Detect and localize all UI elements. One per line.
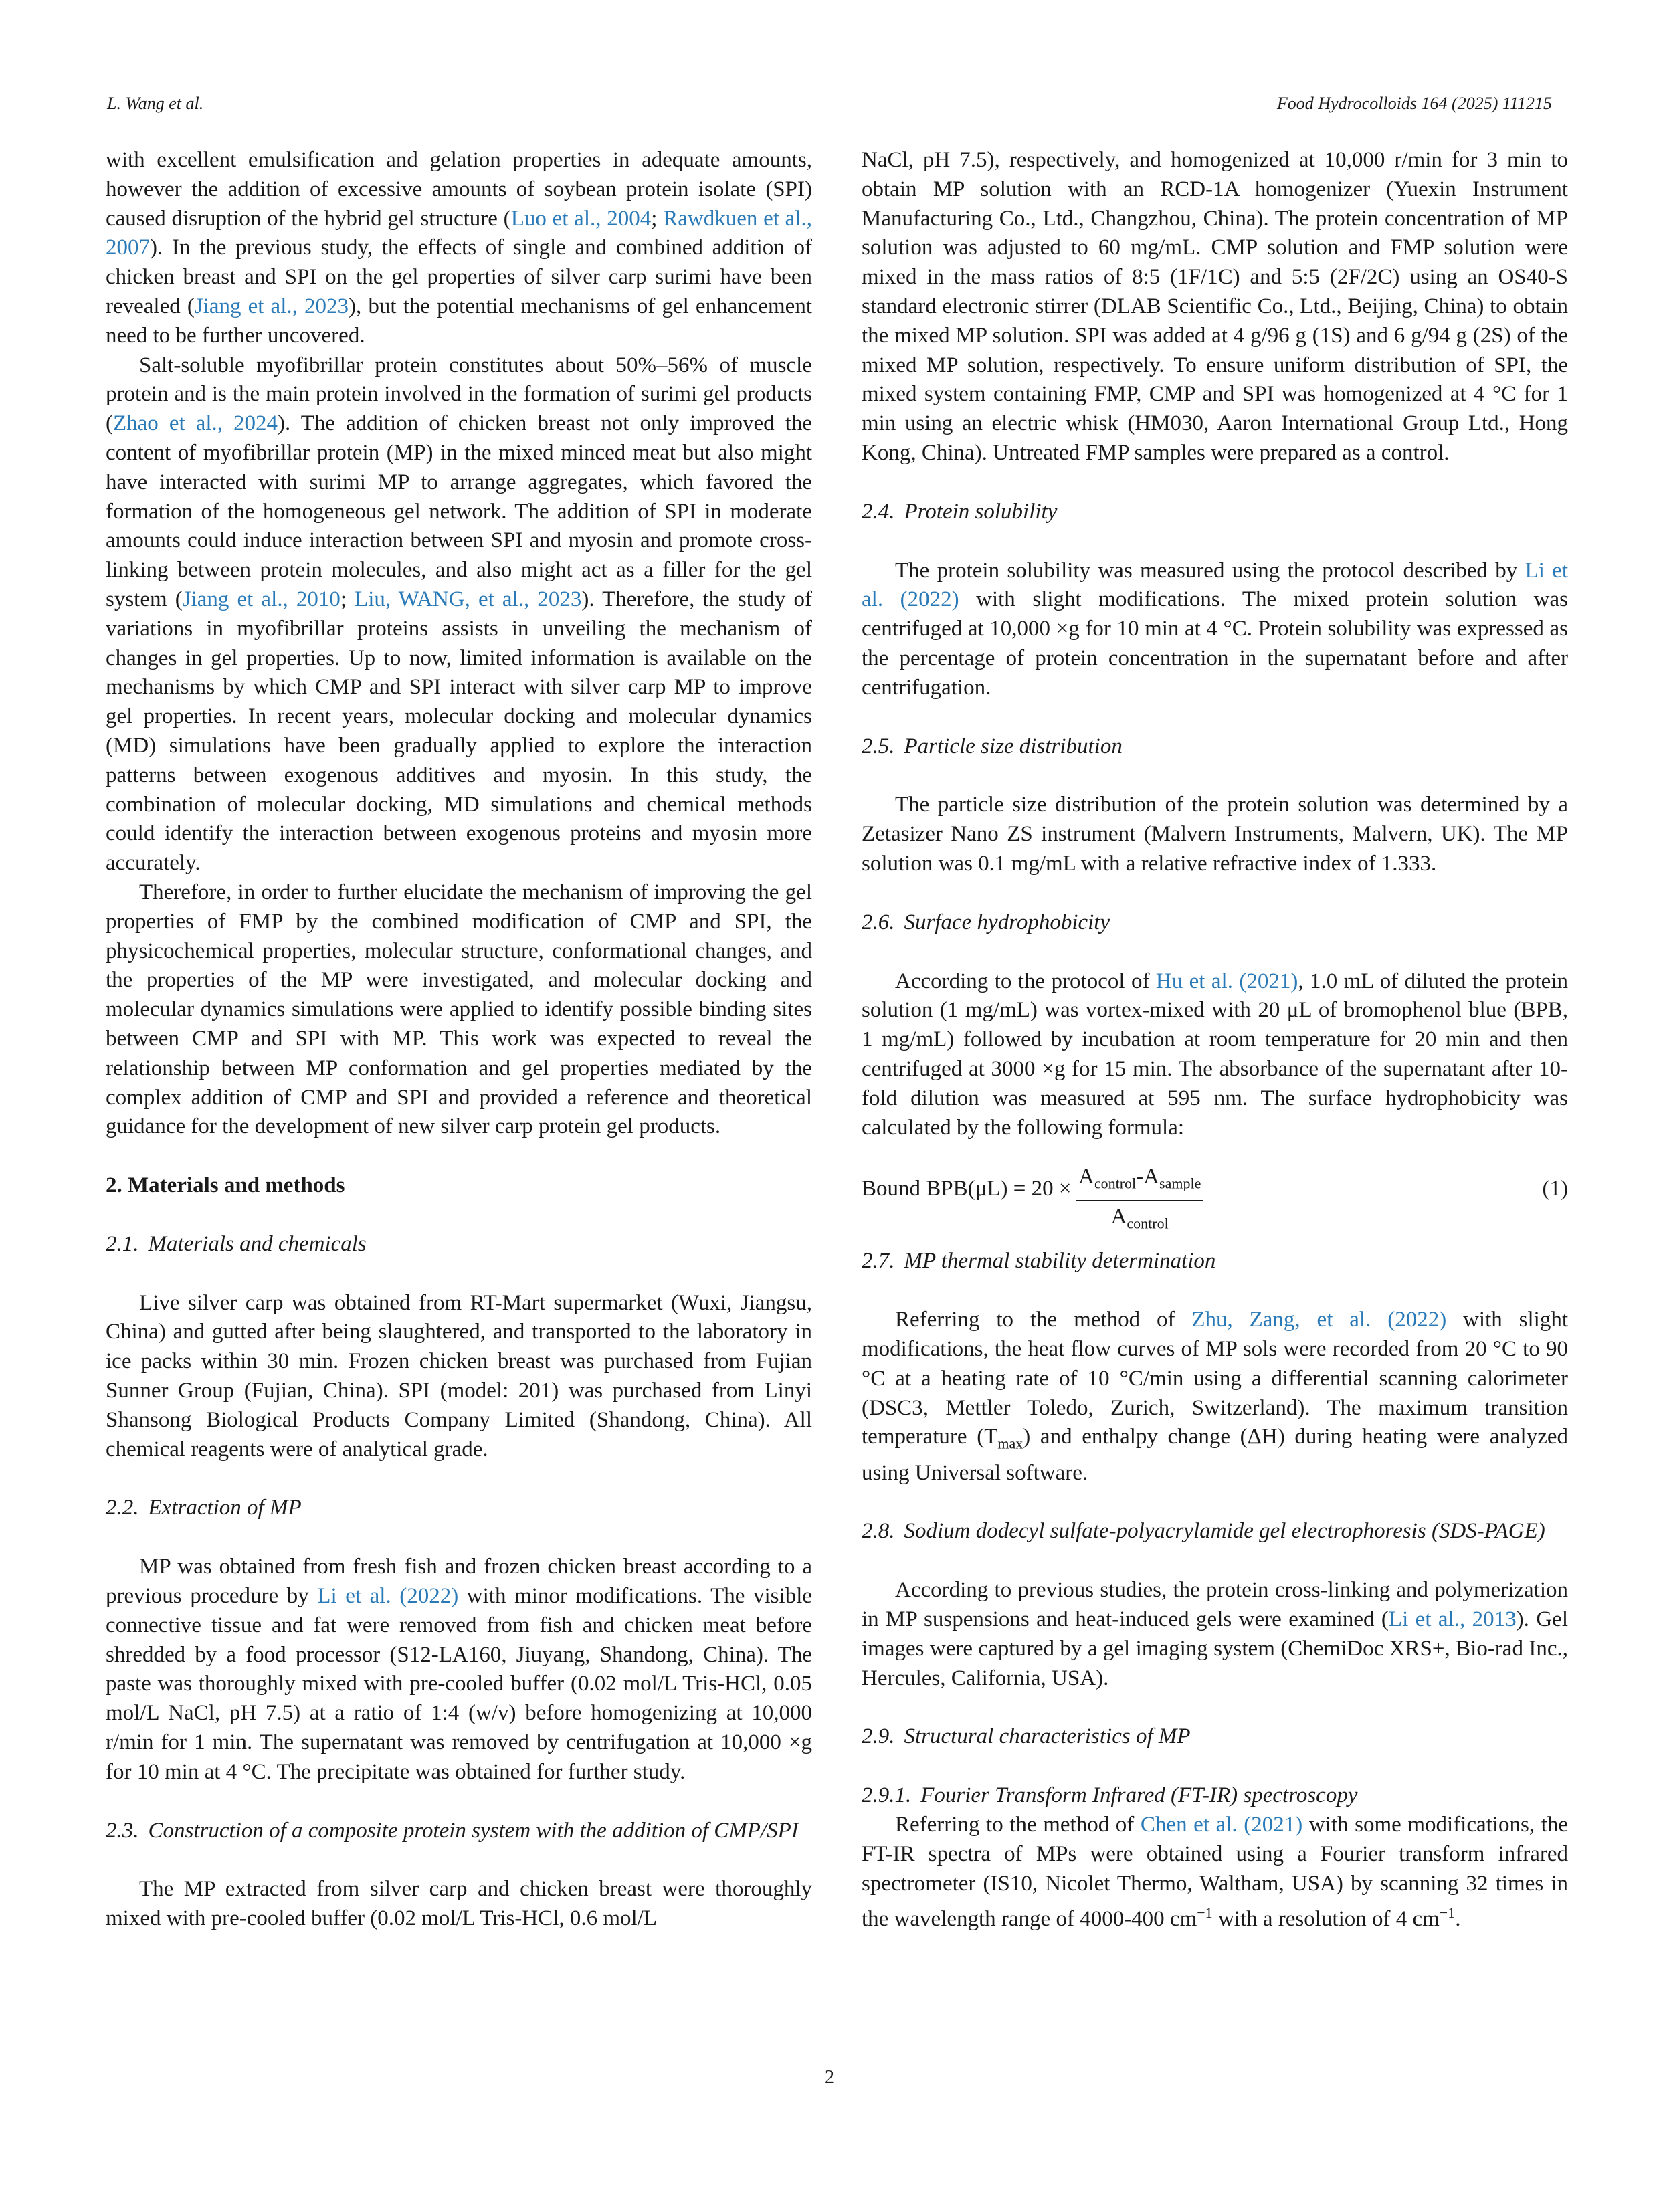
citation-link[interactable]: Li et al. (2022) [862,558,1568,612]
left-column [106,146,812,1934]
subsection-heading: 2.1. Materials and chemicals [106,1231,367,1256]
paragraph: NaCl, pH 7.5), respectively, and homogenized at 10,000 r/min for 3 min to obtain MP solution with an RCD-1A homogenizer (Yuexin Instrument Manufacturing Co., Ltd., Changzhou, China). The protein concentration of MP solution was adjusted to 60 mg/mL. CMP solution and FMP solution were mixed in the mass ratios of 8:5 (1F/1C) and 5:5 (2F/2C) using an OS40-S standard electronic stirrer (DLAB Scientific Co., Ltd., Beijing, China) to obtain the mixed MP solution. SPI was added at 4 g/96 g (1S) and 6 g/94 g (2S) of the mixed MP solution, respectively. To ensure uniform distribution of SPI, the mixed system containing FMP, CMP and SPI was homogenized at 4 °C for 1 min using an electric whisk (HM030, Aaron International Group Ltd., Hong Kong, China). Untreated FMP samples were prepared as a control. [862,148,1568,465]
subsection-heading: 2.4. Protein solubility [862,499,1058,524]
paragraph: The particle size distribution of the protein solution was determined by a Zetasizer Nano ZS instrument (Malvern Instruments, Malvern, UK). The MP solution was 0.1 mg/mL with a relative refractive index of 1.333. [862,793,1568,876]
citation-link[interactable]: Zhu, Zang, et al. (2022) [1191,1308,1447,1332]
citation-link[interactable]: Hu et al. (2021) [1155,969,1298,993]
equation-denominator: $A_{control}$ [1110,1204,1169,1232]
subsection-heading: 2.6. Surface hydrophobicity [862,910,1110,934]
running-header [107,94,1552,120]
citation-link[interactable]: Luo et al., 2004 [510,206,652,231]
header-journal: Food Hydrocolloids 164 (2025) 111215 [1276,94,1552,113]
subsection-heading: 2.5. Particle size distribution [862,734,1123,759]
paragraph: The MP extracted from silver carp and chicken breast were thoroughly mixed with pre-cooled buffer (0.02 mol/L Tris-HCl, 0.6 mol/L [106,1877,812,1931]
citation-link[interactable]: Jiang et al., 2010 [182,587,340,611]
equation-1 [862,1163,1568,1232]
subsubsection-heading: 2.9.1. Fourier Transform Infrared (FT-IR) spectroscopy [862,1783,1358,1808]
paragraph: The protein solubility was measured using the protocol described by Li et al. (2022) with slight modifications. The mixed protein solution was centrifuged at 10,000 ×g for 10 min at 4 °C. Protein solubility was expressed as the percentage of protein concentration in the supernatant before and after centrifugation. [862,558,1568,700]
equation-lhs: Bound BPB(μL) = 20 × [862,1177,1072,1201]
equation-number: (1) [1542,1177,1568,1201]
paragraph: Referring to the method of Chen et al. (2021) with some modifications, the FT-IR spectra of MPs were obtained using a Fourier transform infrared spectrometer (IS10, Nicolet Thermo, Waltham, USA) by scanning 32 times in the wavelength range of 4000-400 $cm^{-1}$ with a resolution of 4 $cm^{-1}$. [862,1813,1568,1932]
citation-link[interactable]: Zhao et al., 2024 [113,411,278,436]
citation-link[interactable]: Jiang et al., 2023 [194,294,349,318]
citation-link[interactable]: Rawdkuen et al., 2007 [106,206,812,260]
section-heading: 2. Materials and methods [106,1173,345,1198]
paragraph: Referring to the method of Zhu, Zang, et al. (2022) with slight modifications, the heat flow curves of MP sols were recorded from 20 °C to 90 °C at a heating rate of 10 °C/min using a differential scanning calorimeter (DSC3, Mettler Toledo, Zurich, Switzerland). The maximum transition temperature $(T_{max})$ and enthalpy change (ΔH) during heating were analyzed using Universal software. [862,1308,1568,1485]
page-number: 2 [825,2067,834,2088]
equation-numerator: $A_{control}-A_{sample}$ [1076,1163,1203,1201]
citation-link[interactable]: Liu, WANG, et al., 2023 [355,587,582,611]
header-authors: L. Wang et al. [107,94,204,113]
subsection-heading: 2.7. MP thermal stability determination [862,1249,1216,1274]
right-column [862,146,1568,1934]
paragraph: Live silver carp was obtained from RT-Mart supermarket (Wuxi, Jiangsu, China) and gutted after being slaughtered, and transported to the laboratory in ice packs within 30 min. Frozen chicken breast was purchased from Fujian Sunner Group (Fujian, China). SPI (model: 201) was purchased from Linyi Shansong Biological Products Company Limited (Shandong, China). All chemical reagents were of analytical grade. [106,1290,812,1462]
subsection-heading: 2.3. Construction of a composite protein system with the addition of CMP/SPI [106,1818,799,1843]
subsection-heading: 2.9. Structural characteristics of MP [862,1724,1191,1749]
citation-link[interactable]: Li et al. (2022) [317,1584,459,1609]
citation-link[interactable]: Li et al., 2013 [1388,1607,1517,1632]
equation-fraction [1076,1163,1203,1238]
paragraph: Salt-soluble myofibrillar protein constitutes about 50%–56% of muscle protein and is the main protein involved in the formation of surimi gel products (Zhao et al., 2024). The addition of chicken breast not only improved the content of myofibrillar protein (MP) in the mixed minced meat but also might have interacted with surimi MP to arrange aggregates, which favored the formation of the homogeneous gel network. The addition of SPI in moderate amounts could induce interaction between SPI and myosin and promote cross-linking between protein molecules, and also might act as a filler for the gel system (Jiang et al., 2010; Liu, WANG, et al., 2023). Therefore, the study of variations in myofibrillar proteins assists in unveiling the mechanism of changes in gel properties. Up to now, limited information is available on the mechanisms by which CMP and SPI interact with silver carp MP to improve gel properties. In recent years, molecular docking and molecular dynamics (MD) simulations have been gradually applied to explore the interaction patterns between exogenous additives and myosin. In this study, the combination of molecular docking, MD simulations and chemical methods could identify the interaction between exogenous proteins and myosin more accurately. [106,353,812,876]
paragraph: According to the protocol of Hu et al. (2021), 1.0 mL of diluted the protein solution (1 mg/mL) was vortex-mixed with 20 μL of bromophenol blue (BPB, 1 mg/mL) followed by incubation at room temperature for 20 min and then centrifuged at 3000 ×g for 15 min. The absorbance of the supernatant after 10-fold dilution was measured at 595 nm. The surface hydrophobicity was calculated by the following formula: [862,969,1568,1140]
paragraph: with excellent emulsification and gelation properties in adequate amounts, however the addition of excessive amounts of soybean protein isolate (SPI) caused disruption of the hybrid gel structure (Luo et al., 2004; Rawdkuen et al., 2007). In the previous study, the effects of single and combined addition of chicken breast and SPI on the gel properties of silver carp surimi have been revealed (Jiang et al., 2023), but the potential mechanisms of gel enhancement need to be further uncovered. [106,148,812,348]
citation-link[interactable]: Chen et al. (2021) [1140,1813,1303,1837]
subsection-heading: 2.8. Sodium dodecyl sulfate-polyacrylamide gel electrophoresis (SDS-PAGE) [862,1519,1545,1544]
paragraph: MP was obtained from fresh fish and frozen chicken breast according to a previous procedure by Li et al. (2022) with minor modifications. The visible connective tissue and fat were removed from fish and chicken meat before shredded by a food processor (S12-LA160, Jiuyang, Shandong, China). The paste was thoroughly mixed with pre-cooled buffer (0.02 mol/L Tris-HCl, 0.05 mol/L NaCl, pH 7.5) at a ratio of 1:4 (w/v) before homogenizing at 10,000 r/min for 1 min. The supernatant was removed by centrifugation at 10,000 ×g for 10 min at 4 °C. The precipitate was obtained for further study. [106,1554,813,1784]
paragraph: Therefore, in order to further elucidate the mechanism of improving the gel properties of FMP by the combined modification of CMP and SPI, the physicochemical properties, molecular structure, conformational changes, and the properties of the MP were investigated, and molecular docking and molecular dynamics simulations were applied to identify possible binding sites between CMP and SPI with MP. This work was expected to reveal the relationship between MP conformation and gel properties mediated by the complex addition of CMP and SPI and provided a reference and theoretical guidance for the development of new silver carp protein gel products. [106,880,812,1139]
paragraph: According to previous studies, the protein cross-linking and polymerization in MP suspensions and heat-induced gels were examined (Li et al., 2013). Gel images were captured by a gel imaging system (ChemiDoc XRS+, Bio-rad Inc., Hercules, California, USA). [862,1578,1568,1690]
subsection-heading: 2.2. Extraction of MP [106,1496,302,1520]
